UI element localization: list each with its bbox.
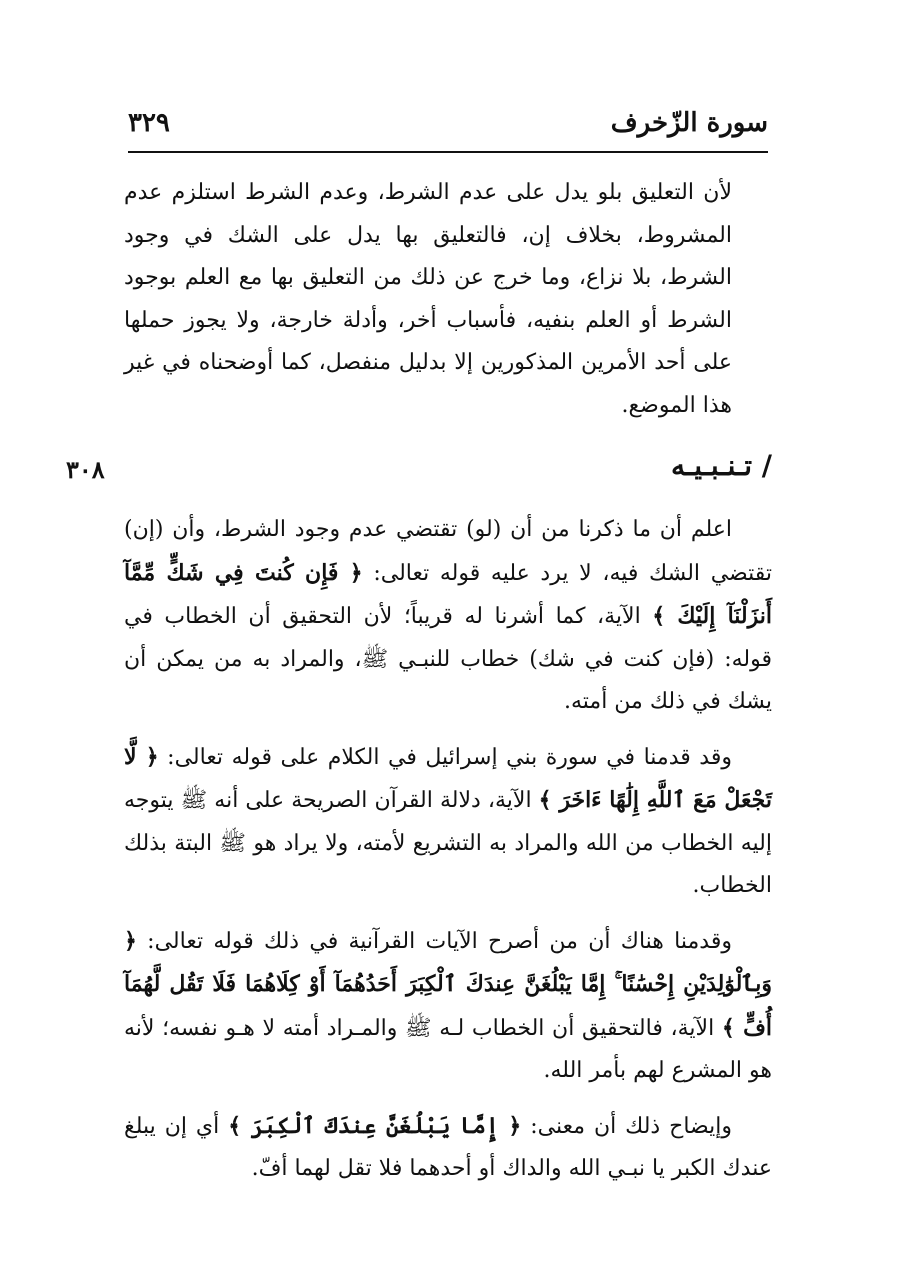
quran-verse-4: ﴿ إِمَّا يَبْلُغَنَّ عِندَكَ ٱلْكِبَرَ ﴾ [228,1112,522,1139]
page-header [128,104,768,148]
quran-verse-2: ﴿ لَّا تَجْعَلْ مَعَ ٱللَّهِ إِلَٰهًا ءَاخَرَ ﴾ [124,743,772,813]
paragraph-2-text-a: وقد قدمنا في سورة بني إسرائيل في الكلام على قوله تعالى: [158,744,732,770]
paragraph-4 [124,1105,772,1191]
paragraph-3-text-b: الآية، فالتحقيق أن الخطاب لـه ﷺ والمـراد أمته لا هـو نفسه؛ لأنه هو المشرع لهم بأمر الله. [124,1015,772,1083]
running-head-surah-title: سورة الزّخرف [610,108,768,138]
page-body [66,172,773,1191]
page-number: ٣٢٩ [128,108,170,138]
quran-verse-1: ﴿ فَإِن كُنتَ فِي شَكٍّ مِّمَّآ أَنزَلْنَآ إِلَيْكَ ﴾ [124,559,773,629]
paragraph-3-text-a: وقدمنا هناك أن من أصرح الآيات القرآنية في ذلك قوله تعالى: [136,928,732,954]
paragraph-4-text-b: أي إن يبلغ عندك الكبر يا نبـي الله والداك أو أحدهما فلا تقل لهما أفّ. [124,1113,772,1181]
section-title: / تـنـبـيـه [671,449,772,482]
quran-verse-3: ﴿ وَبِٱلْوَٰلِدَيْنِ إِحْسَٰنًا ۚ إِمَّا يَبْلُغَنَّ عِندَكَ ٱلْكِبَرَ أَحَدُهُمَآ أَوْ كِلَاهُمَا فَلَا تَقُل لَّهُمَآ أُفٍّ ﴾ [124,927,772,1041]
paragraph-1-text-b: الآية، كما أشرنا له قريباً؛ لأن التحقيق أن الخطاب في قوله: (فإن كنت في شك) خطاب للنبـي ﷺ، والمراد به من يمكن أن يشك في ذلك من أمته. [124,604,772,714]
paragraph-1 [124,509,772,724]
paragraph-2-text-b: الآية، دلالة القرآن الصريحة على أنه ﷺ يتوجه إليه الخطاب من الله والمراد به التشريع لأمته، ولا يراد هو ﷺ البتة بذلك الخطاب. [124,788,772,898]
margin-reference-number: ٣٠٨ [66,455,105,484]
intro-paragraph: لأن التعليق بلو يدل على عدم الشرط، وعدم الشرط استلزم عدم المشروط، بخلاف إن، فالتعليق بها يدل على الشك في وجود الشرط، بلا نزاع، وما خرج عن ذلك من التعليق بها مع العلم بوجود الشرط أو العلم بنفيه، فأسباب أخر، وأدلة خارجة، ولا يجوز حملها على أحد الأمرين المذكورين إلا بدليل منفصل، كما أوضحناه في غير هذا الموضع. [124,180,732,418]
paragraph-1-text-a: اعلم أن ما ذكرنا من أن (لو) تقتضي عدم وجود الشرط، وأن (إن) تقتضي الشك فيه، لا يرد عليه قوله تعالى: [124,517,772,586]
header-rule [128,151,768,153]
paragraph-3 [124,920,772,1093]
paragraph-2 [124,736,772,908]
section-heading-row [66,435,772,499]
paragraph-4-text-a: وإيضاح ذلك أن معنى: [521,1113,732,1139]
